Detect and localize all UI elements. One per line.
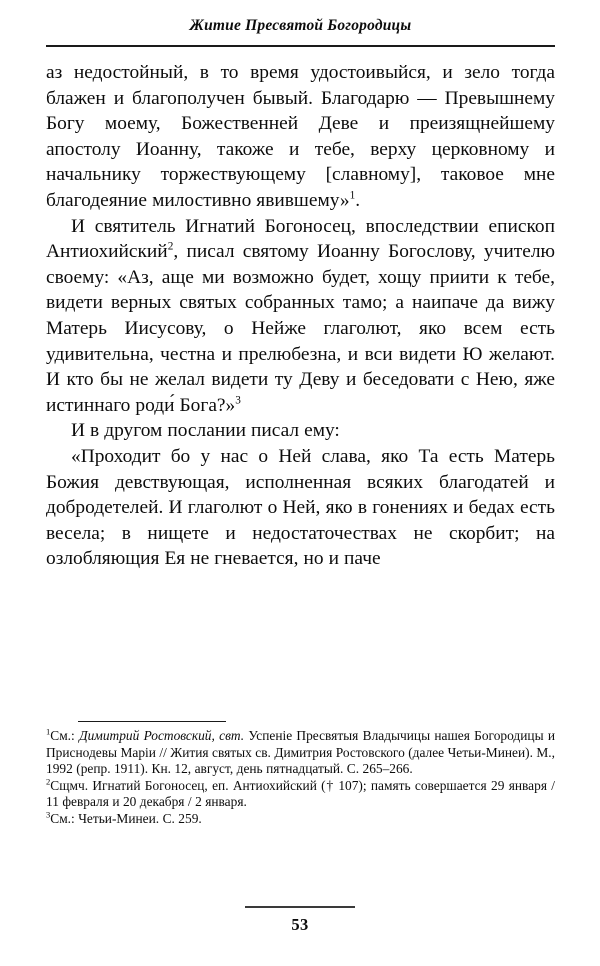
header-rule	[46, 45, 555, 47]
footnote-ref-1[interactable]: 1	[349, 189, 356, 202]
paragraph-1-text: аз недостойный, в то время удостоивыйся, и зело тогда блажен и благополучен бывый. Благодарю — Превышнему Богу моему, Божественней Деве и преизящнейшему апостолу Иоанну, такоже и тебе, верху церковному и начальнику торжествующему [славному], таковое мне благодеяние милостивно явившему»	[46, 62, 555, 211]
footnotes-block	[46, 728, 555, 828]
footnote-ref-2[interactable]: 2	[167, 240, 174, 253]
footnote-1-lead: См.:	[50, 728, 80, 743]
footnote-3-marker: 3	[46, 809, 51, 820]
paragraph-1-tail: .	[355, 189, 361, 211]
footnote-1-marker: 1	[46, 726, 51, 737]
body-text-block	[46, 60, 555, 572]
running-head: Житие Пресвятой Богородицы	[189, 17, 412, 34]
footnote-separator-rule	[78, 721, 226, 722]
footnote-1-rest: Успеніе Пресвятыя Владычицы нашея Богородицы и Приснодевы Маріи // Жития святых св. Димитрия Ростовского (далее Четьи-Минеи). М., 1992 (репр. 1911). Кн. 12, август, день пятнадцатый. С. 265–266.	[46, 728, 556, 777]
footnote-1-author: Димитрий Ростовский, свт.	[79, 728, 245, 743]
folio-rule	[245, 906, 355, 908]
paragraph-4	[46, 444, 555, 572]
paragraph-4-text: «Проходит бо у нас о Ней слава, яко Та есть Матерь Божия девствующая, исполненная всяких благодатей и добродетелей. И глаголют о Ней, яко в гонениях и бедах есть весела; в нищете и недостаточествах не скорбит; на озлобляющия Ея не гневается, но и паче	[46, 445, 555, 570]
paragraph-3	[46, 418, 555, 444]
paragraph-1	[46, 60, 555, 214]
footnote-2-rest: Сщмч. Игнатий Богоносец, еп. Антиохийский († 107); память совершается 29 января / 11 февраля и 20 декабря / 2 января.	[46, 777, 555, 810]
page-number: 53	[291, 915, 309, 934]
footnote-2	[46, 778, 555, 811]
paragraph-2	[46, 214, 555, 419]
footnote-ref-3[interactable]: 3	[235, 394, 241, 407]
paragraph-2-text: И святитель Игнатий Богоносец, впоследствии епископ Антиохийский	[46, 215, 555, 263]
paragraph-2-tail: , писал святому Иоанну Богослову, учителю своему: «Аз, аще ми возможно будет, хощу приити к тебе, видети верных святых собранных тамо; а наипаче да вижу Матерь Иисусову, о Нейже глаголют, яко всем есть удивительна, честна и прелюбезна, и вси видети Ю желают. И кто бы не желал видети ту Деву и беседовати с Нею, яже истиннаго роди́ Бога?»	[46, 241, 555, 416]
footnote-3	[46, 811, 555, 828]
footnote-3-rest: См.: Четьи-Минеи. С. 259.	[50, 810, 202, 826]
paragraph-3-text: И в другом послании писал ему:	[71, 420, 340, 442]
footnote-2-marker: 2	[46, 776, 51, 787]
footnote-1	[46, 728, 555, 778]
